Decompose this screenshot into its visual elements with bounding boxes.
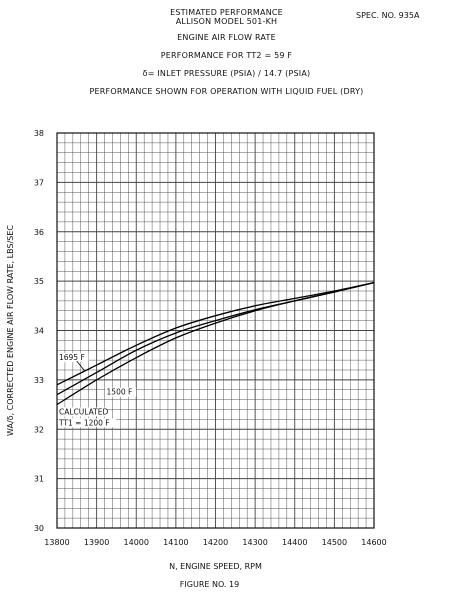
y-tick-label: 30 (33, 524, 44, 533)
y-tick-label: 38 (33, 129, 44, 138)
y-tick-label: 37 (33, 178, 44, 188)
annotation-label: CALCULATED (58, 407, 109, 417)
figure-caption: FIGURE NO. 19 (179, 580, 240, 589)
x-tick-label: 14500 (321, 538, 348, 547)
x-tick-label: 14000 (123, 538, 149, 547)
x-tick-label: 14300 (242, 538, 268, 547)
y-tick-label: 35 (33, 277, 44, 287)
x-tick-label: 14200 (202, 538, 229, 547)
x-axis-label: N, ENGINE SPEED, RPM (169, 562, 262, 571)
x-tick-label: 13900 (83, 538, 110, 547)
header-line-title: ENGINE AIR FLOW RATE (177, 33, 276, 42)
y-tick-label: 36 (33, 227, 44, 237)
header-line-liquid-fuel: PERFORMANCE SHOWN FOR OPERATION WITH LIQUID FUEL (DRY) (89, 87, 364, 96)
header-line-performance-tt2: PERFORMANCE FOR TT2 = 59 F (160, 51, 293, 60)
y-tick-label: 32 (33, 425, 44, 435)
y-tick-label: 33 (33, 375, 44, 385)
grid (57, 133, 374, 528)
header-line-delta-definition: δ= INLET PRESSURE (PSIA) / 14.7 (PSIA) (142, 69, 311, 78)
annotation-label: TT1 = 1200 F (58, 418, 110, 428)
spec-number: SPEC. NO. 935A (356, 11, 420, 20)
header-line-model: ALLISON MODEL 501-KH (175, 17, 278, 26)
annotation-label: 1500 F (106, 387, 133, 397)
x-tick-label: 14600 (361, 538, 387, 547)
header-line-estimated-performance: ESTIMATED PERFORMANCE (170, 8, 283, 17)
annotation-label: 1695 F (58, 353, 85, 363)
x-tick-label: 14400 (282, 538, 308, 547)
y-axis-label: WA/δ, CORRECTED ENGINE AIR FLOW RATE, LBS/SEC (6, 225, 15, 436)
x-tick-label: 14100 (163, 538, 189, 547)
x-tick-label: 13800 (44, 538, 70, 547)
y-tick-label: 34 (33, 326, 44, 336)
y-tick-label: 31 (33, 474, 44, 484)
